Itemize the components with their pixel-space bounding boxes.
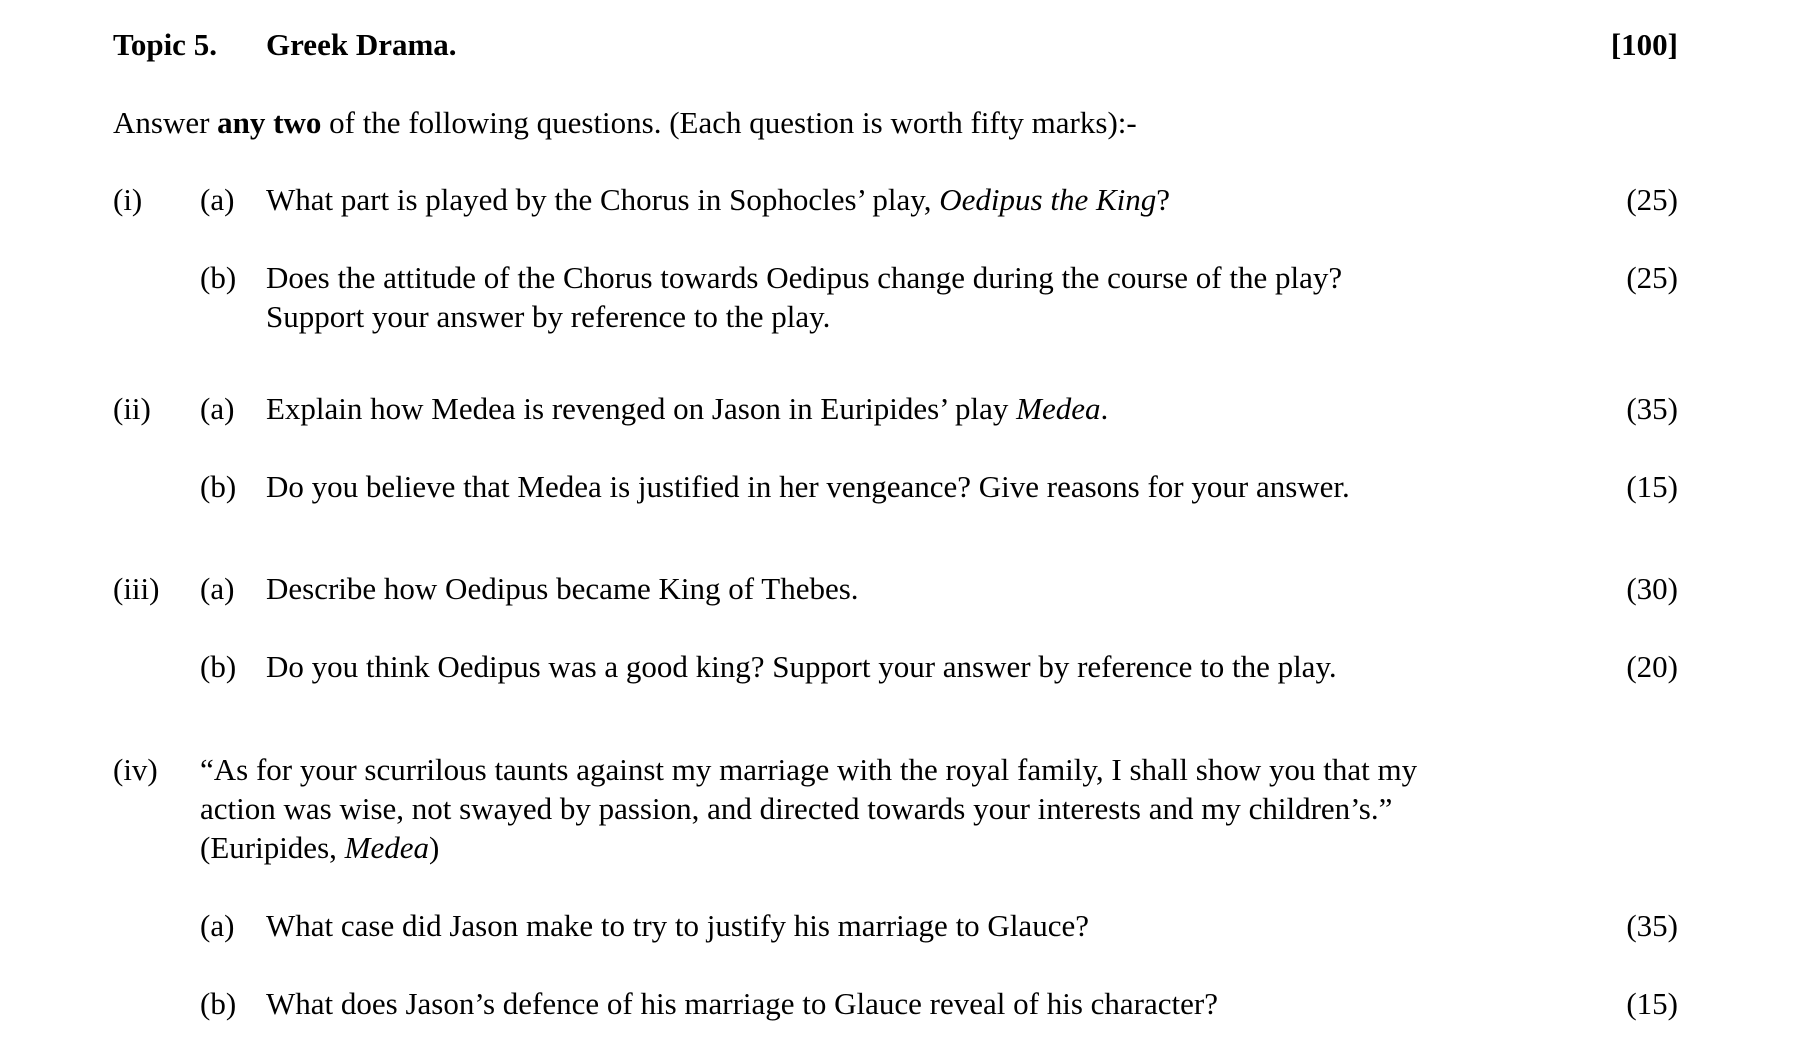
part-label: (b) <box>200 469 237 504</box>
question-number: (i) <box>113 182 143 217</box>
quote-source-before: (Euripides, <box>200 830 345 865</box>
part-text-line: Does the attitude of the Chorus towards Oedipus change during the course of the play? <box>266 260 1343 295</box>
part-marks: (35) <box>1626 908 1678 943</box>
part-label: (a) <box>200 908 235 943</box>
instructions-prefix: Answer <box>113 105 218 140</box>
part-text-line: Support your answer by reference to the play. <box>266 299 831 334</box>
part-text: What case did Jason make to try to justify his marriage to Glauce? <box>266 908 1089 943</box>
instructions-suffix: of the following questions. (Each question is worth fifty marks):- <box>321 105 1137 140</box>
topic-title: Greek Drama. <box>266 27 457 62</box>
part-text-before: Explain how Medea is revenged on Jason in Euripides’ play <box>266 391 1017 426</box>
question-number: (iii) <box>113 571 160 606</box>
instructions-emphasis: any two <box>217 105 322 140</box>
part-text-after: . <box>1100 391 1109 426</box>
play-title: Oedipus the King <box>939 182 1157 217</box>
question-number: (iv) <box>113 752 158 787</box>
part-marks: (25) <box>1626 182 1678 217</box>
part-text: Describe how Oedipus became King of Thebes. <box>266 571 859 606</box>
part-marks: (20) <box>1626 649 1678 684</box>
quote-source-after: ) <box>428 830 440 865</box>
part-text: Do you think Oedipus was a good king? Support your answer by reference to the play. <box>266 649 1337 684</box>
part-label: (a) <box>200 182 235 217</box>
quote-line: “As for your scurrilous taunts against my marriage with the royal family, I shall show you that my <box>200 752 1418 787</box>
total-marks: [100] <box>1610 27 1678 62</box>
part-label: (b) <box>200 986 237 1021</box>
play-title: Medea <box>344 830 429 865</box>
part-marks: (30) <box>1626 571 1678 606</box>
part-label: (a) <box>200 391 235 426</box>
quote-line: action was wise, not swayed by passion, and directed towards your interests and my children’s.” <box>200 791 1393 826</box>
part-marks: (15) <box>1626 469 1678 504</box>
part-marks: (15) <box>1626 986 1678 1021</box>
quote-source <box>200 828 439 867</box>
topic-label: Topic 5. <box>113 27 217 62</box>
instructions <box>113 103 1137 142</box>
question-number: (ii) <box>113 391 151 426</box>
part-text-before: What part is played by the Chorus in Sophocles’ play, <box>266 182 940 217</box>
part-label: (b) <box>200 649 237 684</box>
part-label: (b) <box>200 260 237 295</box>
part-label: (a) <box>200 571 235 606</box>
part-text <box>266 389 1108 428</box>
part-text <box>266 180 1170 219</box>
part-text-after: ? <box>1156 182 1171 217</box>
part-text: Do you believe that Medea is justified in her vengeance? Give reasons for your answer. <box>266 469 1350 504</box>
part-marks: (35) <box>1626 391 1678 426</box>
part-text: What does Jason’s defence of his marriage to Glauce reveal of his character? <box>266 986 1218 1021</box>
part-marks: (25) <box>1626 260 1678 295</box>
play-title: Medea <box>1016 391 1101 426</box>
